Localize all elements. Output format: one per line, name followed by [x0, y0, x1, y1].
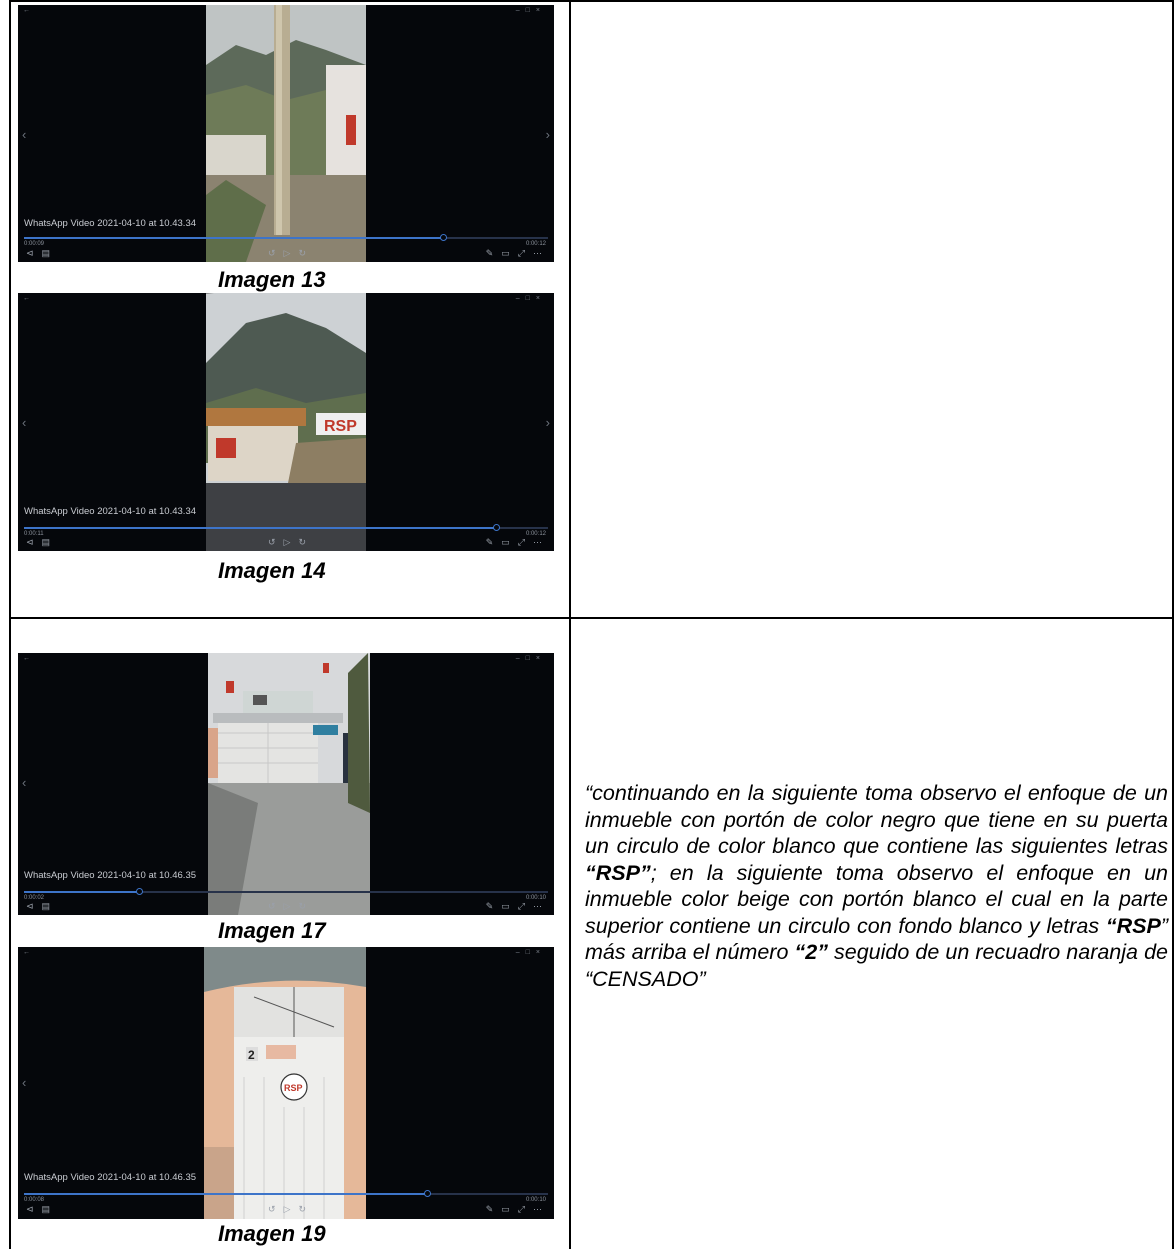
image-caption: Imagen 14 [218, 558, 326, 583]
seek-progress [24, 1193, 427, 1195]
miniplayer-icon[interactable]: ▭ [501, 248, 510, 258]
center-controls[interactable] [268, 248, 314, 259]
video-frame-photo [204, 947, 366, 1219]
description-paragraph [585, 780, 1168, 992]
table-row-divider [9, 617, 1174, 619]
description-text: “continuando en la siguiente toma observo el enfoque de un inmueble con portón de color negro que tiene en su puerta un circulo de color blanco que contiene las siguientes letras [585, 781, 1168, 858]
total-time: 0:00:12 [525, 531, 546, 537]
captions-icon[interactable]: ▤ [41, 248, 51, 258]
play-icon[interactable]: ▷ [283, 901, 291, 911]
center-controls[interactable] [268, 1204, 314, 1215]
volume-icon[interactable]: ⊲ [26, 248, 34, 258]
description-bold-rsp: “RSP” [585, 860, 651, 885]
image-caption: Imagen 13 [218, 267, 326, 292]
more-icon[interactable]: ⋯ [533, 537, 542, 547]
next-arrow-icon[interactable]: › [545, 127, 550, 142]
elapsed-time: 0:00:11 [24, 531, 44, 537]
edit-icon[interactable]: ✎ [485, 537, 494, 547]
seek-progress [24, 527, 496, 529]
description-bold-number: “2” [794, 940, 828, 964]
fullscreen-icon[interactable]: ⤢ [517, 901, 525, 911]
previous-arrow-icon[interactable]: ‹ [22, 1075, 27, 1090]
forward-icon[interactable]: ↻ [298, 248, 307, 258]
playback-controls[interactable] [26, 248, 58, 259]
total-time: 0:00:12 [525, 241, 546, 247]
back-icon: ← [23, 949, 30, 956]
window-controls: –□× [515, 655, 546, 662]
seek-handle[interactable] [440, 234, 447, 241]
video-frame-photo [206, 293, 366, 551]
video-title: WhatsApp Video 2021-04-10 at 10.46.35 [24, 870, 197, 881]
edit-icon[interactable]: ✎ [485, 1204, 494, 1214]
more-icon[interactable]: ⋯ [533, 901, 542, 911]
forward-icon[interactable]: ↻ [298, 537, 307, 547]
play-icon[interactable]: ▷ [283, 248, 291, 258]
captions-icon[interactable]: ▤ [41, 901, 51, 911]
previous-arrow-icon[interactable]: ‹ [22, 775, 27, 790]
back-icon: ← [23, 295, 30, 302]
video-screenshot [18, 293, 554, 551]
svg-text:RSP: RSP [324, 418, 357, 435]
right-controls[interactable] [486, 537, 550, 548]
seek-bar[interactable] [24, 237, 548, 239]
description-text: ” más arriba el número [585, 913, 1168, 964]
seek-handle[interactable] [136, 888, 143, 895]
forward-icon[interactable]: ↻ [298, 1204, 307, 1214]
elapsed-time: 0:00:08 [24, 1197, 45, 1203]
volume-icon[interactable]: ⊲ [26, 1204, 34, 1214]
description-text: ; en la siguiente toma observo el enfoque en un inmueble color beige con portón blanco el cual en la parte superior contiene un circulo con fondo blanco y letras [585, 860, 1168, 938]
playback-controls[interactable] [26, 901, 58, 912]
more-icon[interactable]: ⋯ [533, 1204, 542, 1214]
table-border-left [9, 0, 11, 1249]
description-bold-rsp: “RSP [1105, 913, 1161, 938]
table-border-top [9, 0, 1174, 2]
video-screenshot [18, 5, 554, 262]
image-caption: Imagen 19 [218, 1221, 326, 1246]
right-controls[interactable] [486, 248, 550, 259]
seek-progress [24, 237, 443, 239]
center-controls[interactable] [268, 901, 314, 912]
next-arrow-icon[interactable]: › [545, 415, 550, 430]
rewind-icon[interactable]: ↺ [268, 901, 276, 911]
seek-progress [24, 891, 139, 893]
elapsed-time: 0:00:02 [24, 895, 45, 901]
video-title: WhatsApp Video 2021-04-10 at 10.43.34 [24, 218, 197, 229]
window-controls: –□× [515, 949, 546, 956]
seek-bar[interactable] [24, 527, 548, 529]
seek-handle[interactable] [493, 524, 500, 531]
back-icon: ← [23, 7, 30, 14]
table-border-middle [569, 0, 571, 1249]
playback-controls[interactable] [26, 537, 58, 548]
seek-bar[interactable] [24, 1193, 548, 1195]
rewind-icon[interactable]: ↺ [268, 1204, 276, 1214]
video-title: WhatsApp Video 2021-04-10 at 10.43.34 [24, 506, 197, 517]
fullscreen-icon[interactable]: ⤢ [517, 1204, 525, 1214]
seek-handle[interactable] [424, 1190, 431, 1197]
more-icon[interactable]: ⋯ [533, 248, 542, 258]
miniplayer-icon[interactable]: ▭ [501, 901, 510, 911]
window-controls: –□× [515, 7, 546, 14]
volume-icon[interactable]: ⊲ [26, 537, 34, 547]
seek-bar[interactable] [24, 891, 548, 893]
total-time: 0:00:10 [525, 895, 546, 901]
right-controls[interactable] [486, 1204, 550, 1215]
svg-text:RSP: RSP [284, 1083, 303, 1093]
previous-arrow-icon[interactable]: ‹ [22, 127, 27, 142]
rewind-icon[interactable]: ↺ [268, 248, 276, 258]
video-screenshot [18, 653, 554, 915]
video-screenshot [18, 947, 554, 1219]
edit-icon[interactable]: ✎ [485, 248, 494, 258]
right-controls[interactable] [486, 901, 550, 912]
window-controls: –□× [515, 295, 546, 302]
video-frame-photo [208, 653, 370, 915]
edit-icon[interactable]: ✎ [485, 901, 494, 911]
captions-icon[interactable]: ▤ [41, 537, 51, 547]
image-caption: Imagen 17 [218, 918, 326, 943]
volume-icon[interactable]: ⊲ [26, 901, 34, 911]
playback-controls[interactable] [26, 1204, 58, 1215]
miniplayer-icon[interactable]: ▭ [501, 537, 510, 547]
elapsed-time: 0:00:09 [24, 241, 45, 247]
video-title: WhatsApp Video 2021-04-10 at 10.46.35 [24, 1172, 197, 1183]
captions-icon[interactable]: ▤ [41, 1204, 51, 1214]
play-icon[interactable]: ▷ [283, 537, 291, 547]
svg-text:2: 2 [248, 1048, 255, 1062]
rewind-icon[interactable]: ↺ [268, 537, 276, 547]
play-icon[interactable]: ▷ [283, 1204, 291, 1214]
back-icon: ← [23, 655, 30, 662]
previous-arrow-icon[interactable]: ‹ [22, 415, 27, 430]
forward-icon[interactable]: ↻ [298, 901, 307, 911]
miniplayer-icon[interactable]: ▭ [501, 1204, 510, 1214]
fullscreen-icon[interactable]: ⤢ [517, 537, 525, 547]
video-frame-photo [206, 5, 366, 262]
description-text: seguido de un recuadro naranja de “CENSADO” [585, 940, 1168, 991]
fullscreen-icon[interactable]: ⤢ [517, 248, 525, 258]
center-controls[interactable] [268, 537, 314, 548]
total-time: 0:00:10 [525, 1197, 546, 1203]
